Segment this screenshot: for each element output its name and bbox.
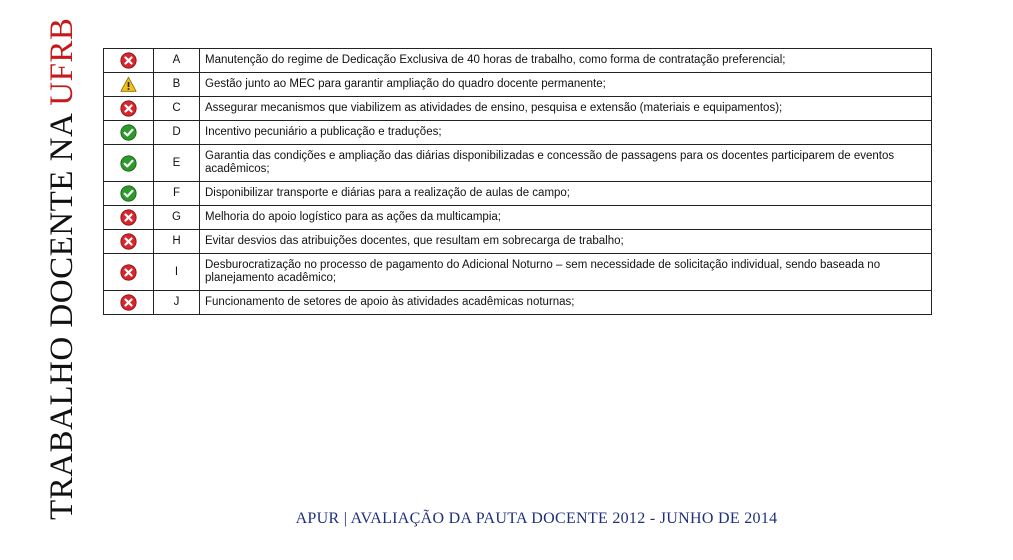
status-cell: [104, 145, 154, 182]
check-icon: [120, 185, 137, 202]
table-row: [104, 230, 932, 254]
error-icon: [120, 209, 137, 226]
item-letter: E: [154, 145, 200, 182]
error-icon: [120, 294, 137, 311]
table-row: [104, 145, 932, 182]
status-cell: [104, 206, 154, 230]
check-icon: [120, 124, 137, 141]
warning-icon: [120, 76, 137, 93]
table-row: [104, 291, 932, 315]
status-cell: [104, 73, 154, 97]
item-description: Melhoria do apoio logístico para as ações da multicampia;: [200, 206, 932, 230]
item-letter: C: [154, 97, 200, 121]
item-letter: D: [154, 121, 200, 145]
status-cell: [104, 49, 154, 73]
error-icon: [120, 264, 137, 281]
table-row: [104, 121, 932, 145]
item-letter: B: [154, 73, 200, 97]
table-row: [104, 97, 932, 121]
error-icon: [120, 233, 137, 250]
item-description: Gestão junto ao MEC para garantir ampliação do quadro docente permanente;: [200, 73, 932, 97]
demands-table: [103, 48, 932, 315]
item-letter: I: [154, 254, 200, 291]
item-letter: F: [154, 182, 200, 206]
error-icon: [120, 52, 137, 69]
item-letter: H: [154, 230, 200, 254]
status-cell: [104, 230, 154, 254]
item-description: Manutenção do regime de Dedicação Exclusiva de 40 horas de trabalho, como forma de contratação preferencial;: [200, 49, 932, 73]
table-row: [104, 206, 932, 230]
status-cell: [104, 121, 154, 145]
status-cell: [104, 254, 154, 291]
table-row: [104, 49, 932, 73]
check-icon: [120, 155, 137, 172]
item-description: Funcionamento de setores de apoio às atividades acadêmicas noturnas;: [200, 291, 932, 315]
status-cell: [104, 291, 154, 315]
item-description: Assegurar mecanismos que viabilizem as atividades de ensino, pesquisa e extensão (materiais e equipamentos);: [200, 97, 932, 121]
item-description: Desburocratização no processo de pagamento do Adicional Noturno – sem necessidade de solicitação individual, sendo baseada no planejamento acadêmico;: [200, 254, 932, 291]
table-row: [104, 73, 932, 97]
error-icon: [120, 100, 137, 117]
item-description: Disponibilizar transporte e diárias para a realização de aulas de campo;: [200, 182, 932, 206]
side-title: [44, 18, 81, 520]
table-row: [104, 254, 932, 291]
table-row: [104, 182, 932, 206]
side-title-prefix: TRABALHO DOCENTE NA: [44, 105, 80, 520]
item-description: Evitar desvios das atribuições docentes, que resultam em sobrecarga de trabalho;: [200, 230, 932, 254]
footer-caption: APUR | AVALIAÇÃO DA PAUTA DOCENTE 2012 - JUNHO DE 2014: [295, 510, 778, 527]
item-letter: G: [154, 206, 200, 230]
status-cell: [104, 182, 154, 206]
side-title-highlight: UFRB: [44, 17, 80, 106]
status-cell: [104, 97, 154, 121]
item-letter: J: [154, 291, 200, 315]
item-description: Garantia das condições e ampliação das diárias disponibilizadas e concessão de passagens para os docentes participarem de eventos acadêmicos;: [200, 145, 932, 182]
item-letter: A: [154, 49, 200, 73]
item-description: Incentivo pecuniário a publicação e traduções;: [200, 121, 932, 145]
